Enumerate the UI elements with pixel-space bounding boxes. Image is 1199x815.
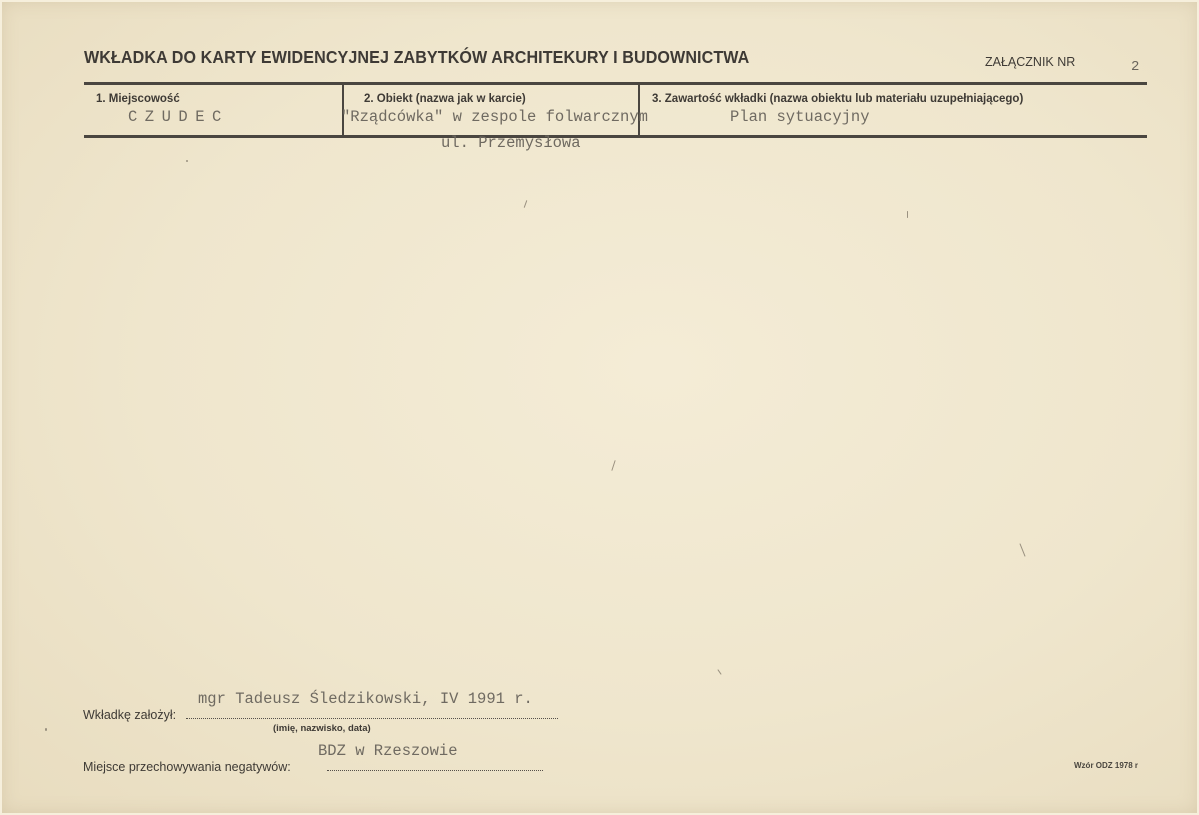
- contents-label: 3. Zawartość wkładki (nazwa obiektu lub materiału uzupełniającego): [652, 93, 1024, 105]
- paper-speck: [611, 460, 615, 471]
- paper-speck: [186, 160, 188, 162]
- object-value-line2: ul. Przemysłowa: [441, 134, 581, 152]
- contents-value: Plan sytuacyjny: [730, 108, 870, 126]
- paper-speck: [45, 728, 47, 731]
- created-by-value: mgr Tadeusz Śledzikowski, IV 1991 r.: [198, 690, 533, 708]
- annex-number: 2: [1131, 59, 1140, 75]
- paper-speck: [524, 200, 528, 208]
- form-mark: Wzór ODZ 1978 r: [1074, 761, 1139, 770]
- negatives-location-label: Miejsce przechowywania negatywów:: [83, 760, 291, 774]
- paper-speck: [1019, 543, 1025, 556]
- locality-value: CZUDEC: [128, 108, 229, 126]
- annex-label: ZAŁĄCZNIK NR: [985, 55, 1076, 69]
- page-title: WKŁADKA DO KARTY EWIDENCYJNEJ ZABYTKÓW ARCHITEKURY I BUDOWNICTWA: [84, 47, 750, 67]
- created-by-caption: (imię, nazwisko, data): [273, 723, 371, 734]
- table-bottom-rule: [84, 135, 1147, 138]
- object-value-line1: "Rządcówka" w zespole folwarcznym: [341, 108, 648, 126]
- created-by-dotted-line: [186, 718, 558, 719]
- object-label: 2. Obiekt (nazwa jak w karcie): [364, 93, 526, 105]
- negatives-location-dotted-line: [327, 770, 543, 771]
- negatives-location-value: BDZ w Rzeszowie: [318, 742, 458, 760]
- paper-speck: [907, 211, 908, 218]
- paper-speck: [717, 669, 721, 674]
- table-top-rule: [84, 82, 1147, 85]
- created-by-label: Wkładkę założył:: [83, 708, 177, 722]
- locality-label: 1. Miejscowość: [96, 93, 180, 105]
